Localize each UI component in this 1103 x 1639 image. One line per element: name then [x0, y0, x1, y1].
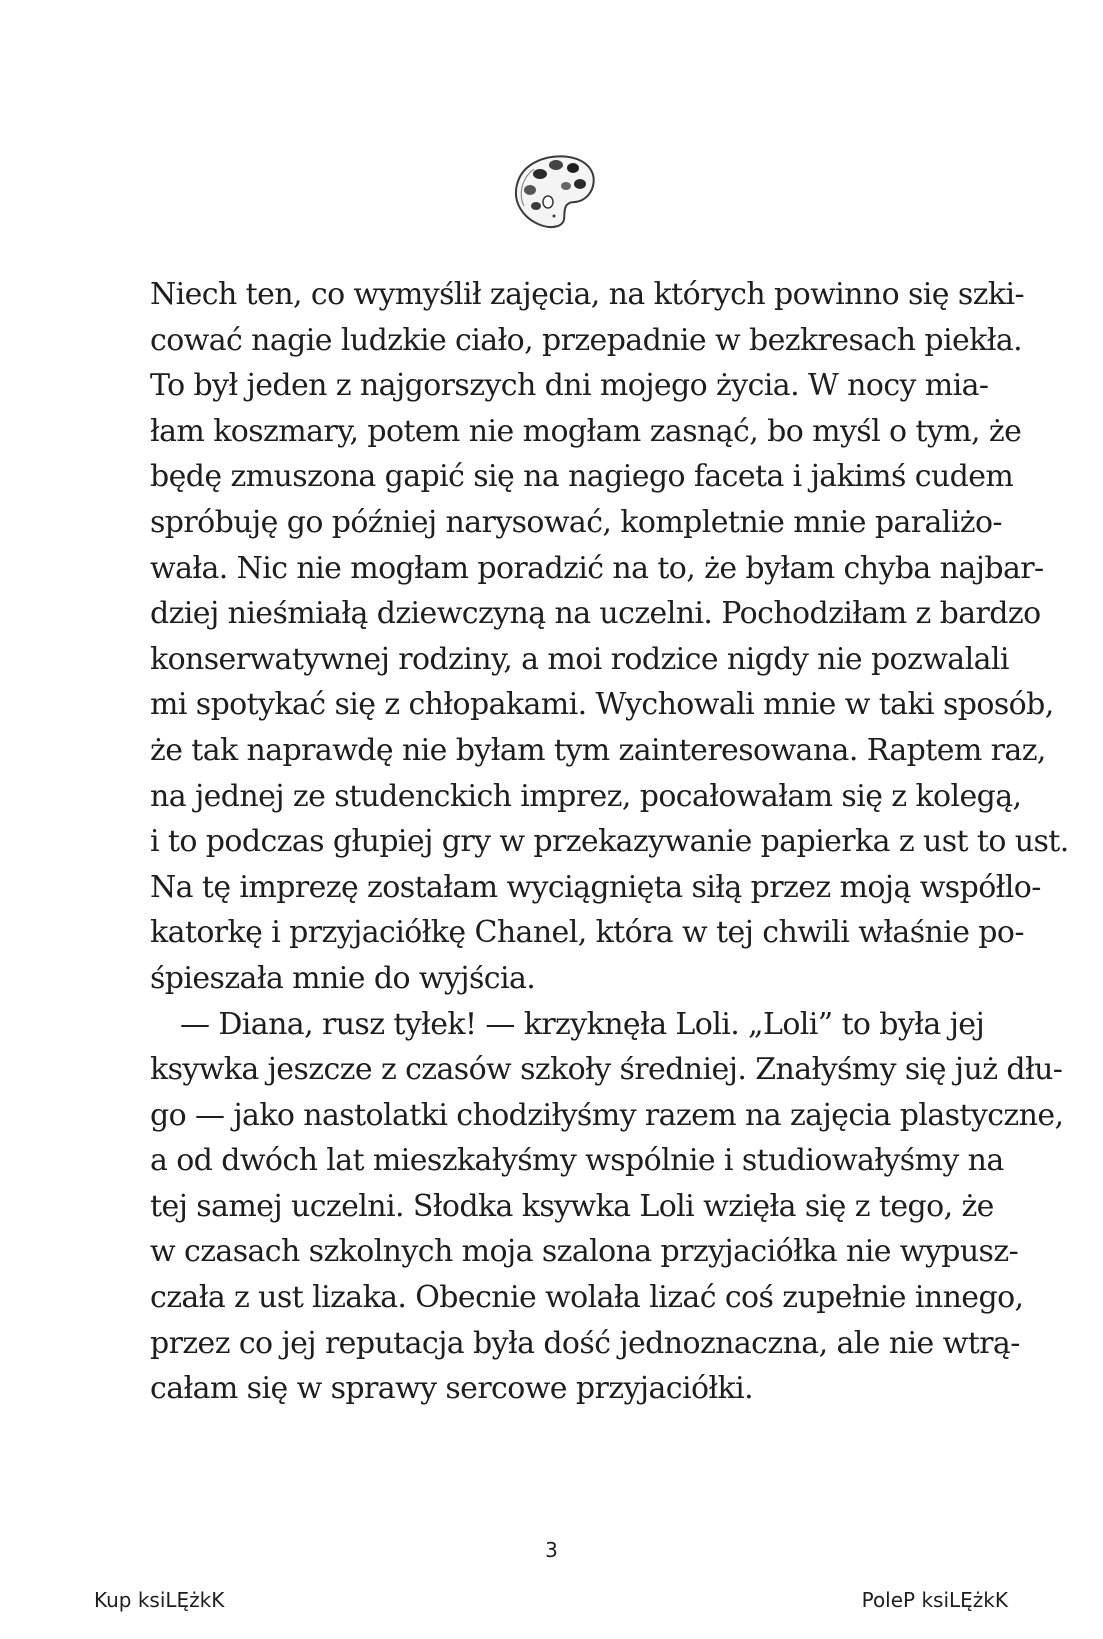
text-line: cować nagie ludzkie ciało, przepadnie w bezkresach piekła.	[150, 322, 1023, 358]
text-line: wała. Nic nie mogłam poradzić na to, że byłam chyba najbar-	[150, 550, 1044, 586]
text-line: mi spotykać się z chłopakami. Wychowali mnie w taki sposób,	[150, 687, 1054, 723]
text-line: łam koszmary, potem nie mogłam zasnąć, bo myśl o tym, że	[150, 413, 1022, 449]
text-line: przez co jej reputacja była dość jednoznaczna, ale nie wtrą-	[150, 1325, 1020, 1361]
text-line: czała z ust lizaka. Obecnie wolała lizać coś zupełnie innego,	[150, 1280, 1024, 1316]
page-number: 3	[545, 1538, 558, 1562]
text-line: tej samej uczelni. Słodka ksywka Loli wzięła się z tego, że	[150, 1188, 994, 1224]
text-line: na jednej ze studenckich imprez, pocałowałam się z kolegą,	[150, 778, 1022, 814]
body-text	[150, 272, 1069, 1412]
text-line: Niech ten, co wymyślił zajęcia, na których powinno się szki-	[150, 277, 1024, 312]
text-line: konserwatywnej rodziny, a moi rodzice nigdy nie pozwalali	[150, 641, 1009, 677]
text-line: go — jako nastolatki chodziłyśmy razem na zajęcia plastyczne,	[150, 1097, 1064, 1133]
text-line: spróbuję go później narysować, kompletnie mnie paraliżo-	[150, 504, 1002, 540]
text-line: w czasach szkolnych moja szalona przyjaciółka nie wypusz-	[150, 1234, 1019, 1270]
text-line: że tak naprawdę nie byłam tym zainteresowana. Raptem raz,	[150, 732, 1046, 768]
text-line: i to podczas głupiej gry w przekazywanie papierka z ust to ust.	[150, 824, 1069, 860]
paragraph-2	[150, 1002, 1064, 1412]
text-line: dziej nieśmiałą dziewczyną na uczelni. Pochodziłam z bardzo	[150, 596, 1041, 632]
text-line: To był jeden z najgorszych dni mojego życia. W nocy mia-	[150, 368, 989, 404]
footer-buy-link[interactable]: Kup ksiLĘżkK	[94, 1588, 225, 1612]
text-line: Na tę imprezę zostałam wyciągnięta siłą przez moją współlo-	[150, 869, 1041, 905]
text-line: ksywka jeszcze z czasów szkoły średniej. Znałyśmy się już dłu-	[150, 1052, 1063, 1088]
text-line: a od dwóch lat mieszkałyśmy wspólnie i studiowałyśmy na	[150, 1143, 1004, 1179]
text-line: — Diana, rusz tyłek! — krzyknęła Loli. „Loli” to była jej	[180, 1006, 985, 1042]
text-line: będę zmuszona gapić się na nagiego faceta i jakimś cudem	[150, 459, 1014, 495]
text-line: katorkę i przyjaciółkę Chanel, która w tej chwili właśnie po-	[150, 915, 1024, 951]
footer-recommend-link[interactable]: PoleP ksiLĘżkK	[861, 1588, 1008, 1612]
paint-palette-icon	[510, 150, 596, 230]
text-line: całam się w sprawy sercowe przyjaciółki.	[150, 1371, 754, 1407]
text-line: śpieszała mnie do wyjścia.	[150, 960, 536, 996]
paragraph-1	[150, 272, 1069, 1002]
